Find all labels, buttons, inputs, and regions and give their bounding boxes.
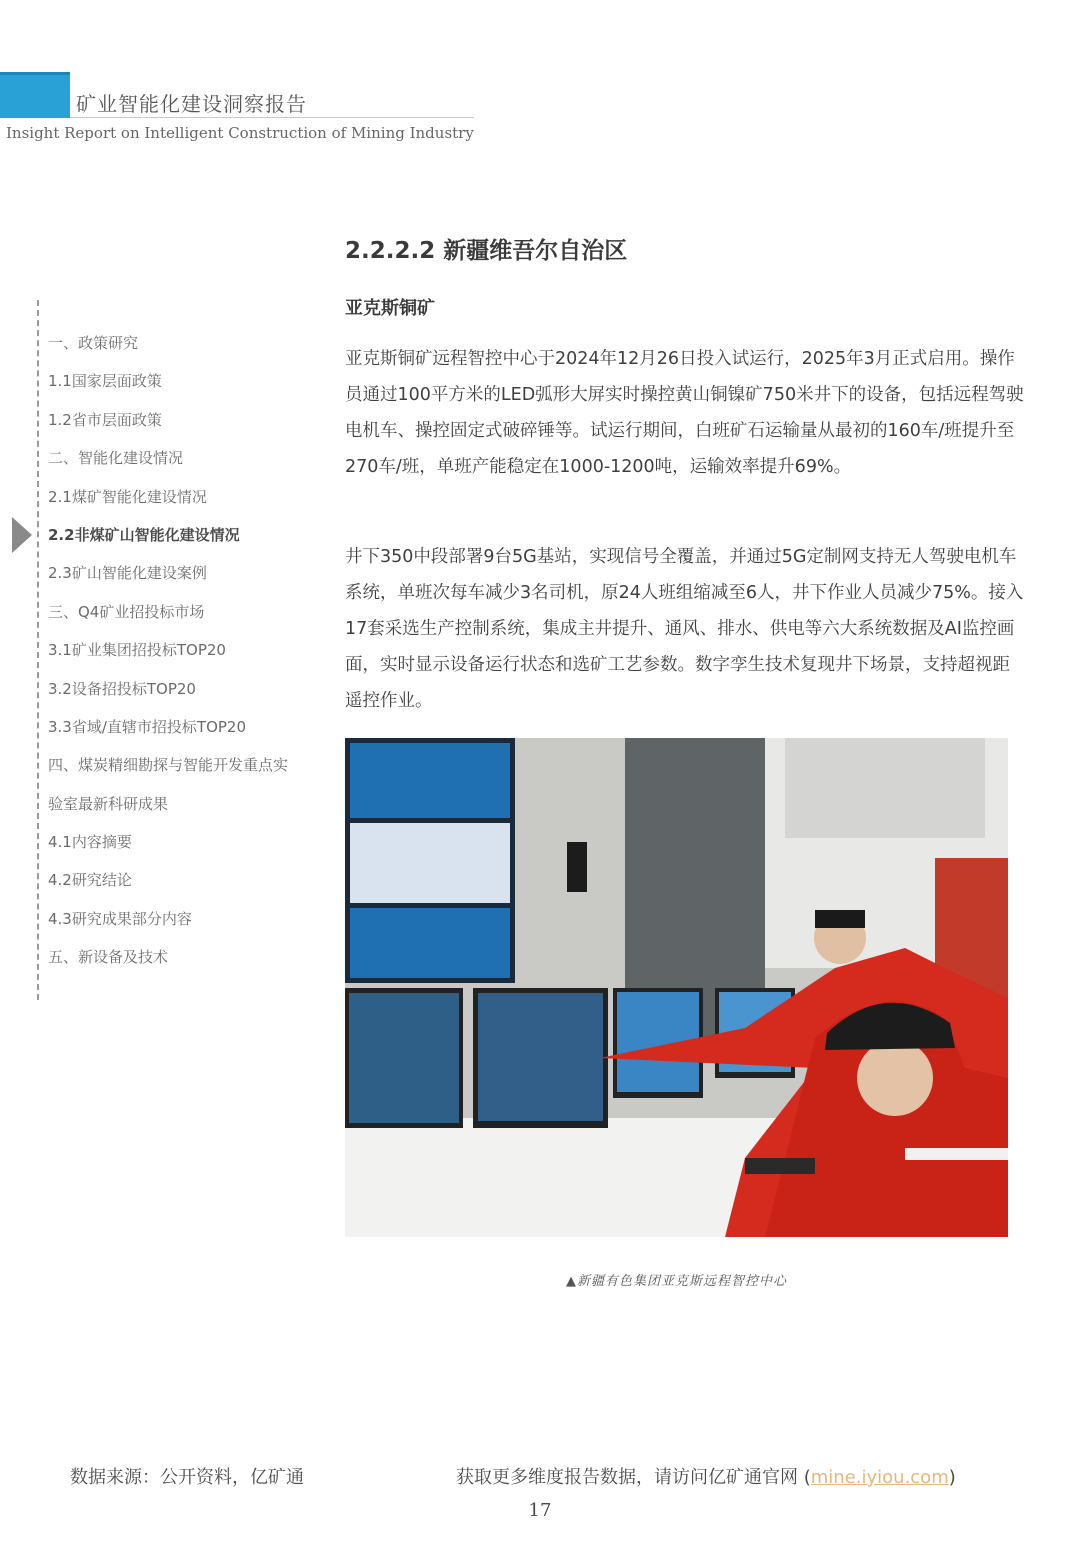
control-center-photo (345, 738, 1008, 1237)
report-title-en: Insight Report on Intelligent Construction of Mining Industry (6, 124, 474, 142)
footer-source: 数据来源：公开资料，亿矿通 (70, 1467, 304, 1488)
page-number: 17 (528, 1500, 552, 1521)
section-title: 2.2.2.2 新疆维吾尔自治区 (345, 238, 628, 264)
toc-item[interactable]: 四、煤炭精细勘探与智能开发重点实 (48, 756, 289, 775)
toc-item[interactable]: 1.2省市层面政策 (48, 410, 162, 429)
header-rule (0, 72, 70, 75)
toc-item[interactable]: 3.1矿业集团招投标TOP20 (48, 641, 226, 660)
footer-more-info (456, 1463, 956, 1489)
section-subtitle: 亚克斯铜矿 (345, 298, 435, 319)
toc-current-marker-icon (12, 517, 32, 553)
toc-item[interactable]: 五、新设备及技术 (48, 948, 169, 967)
toc-item[interactable]: 1.1国家层面政策 (48, 372, 162, 391)
footer-more-suffix: ) (948, 1467, 956, 1488)
toc-item[interactable]: 二、智能化建设情况 (48, 449, 184, 468)
toc-item-active[interactable]: 2.2非煤矿山智能化建设情况 (48, 525, 240, 544)
toc-item[interactable]: 验室最新科研成果 (48, 794, 169, 813)
photo-caption: ▲新疆有色集团亚克斯远程智控中心 (566, 1274, 787, 1289)
body-paragraph-2: 井下350中段部署9台5G基站，实现信号全覆盖，并通过5G定制网支持无人驾驶电机车系统，单班次每车减少3名司机，原24人班组缩减至6人，井下作业人员减少75%。接入17套采选生产控制系统，集成主井提升、通风、排水、供电等六大系统数据及AI监控画面，实时显示设备运行状态和选矿工艺参数。数字孪生技术复现井下场景，支持超视距遥控作业。 (345, 547, 1024, 711)
toc-item[interactable]: 4.1内容摘要 (48, 833, 132, 852)
toc-item[interactable]: 一、政策研究 (48, 334, 139, 352)
table-of-contents (48, 333, 318, 986)
website-link[interactable]: mine.iyiou.com (810, 1467, 949, 1488)
body-paragraph-1: 亚克斯铜矿远程智控中心于2024年12月26日投入试运行，2025年3月正式启用。操作员通过100平方米的LED弧形大屏实时操控黄山铜镍矿750米井下的设备，包括远程驾驶电机车、操控固定式破碎锤等。试运行期间，白班矿石运输量从最初的160车/班提升至270车/班，单班产能稳定在1000-1200吨，运输效率提升69%。 (345, 349, 1024, 477)
toc-divider (37, 300, 39, 1000)
toc-item[interactable]: 2.3矿山智能化建设案例 (48, 564, 207, 583)
toc-item[interactable]: 4.2研究结论 (48, 871, 132, 890)
header-color-block (0, 72, 70, 118)
report-title-cn: 矿业智能化建设洞察报告 (76, 92, 307, 116)
header-underline (70, 117, 474, 118)
toc-item[interactable]: 三、Q4矿业招投标市场 (48, 602, 205, 621)
footer-more-prefix: 获取更多维度报告数据，请访问亿矿通官网 ( (456, 1467, 811, 1488)
toc-item[interactable]: 3.3省域/直辖市招投标TOP20 (48, 717, 247, 736)
toc-item[interactable]: 2.1煤矿智能化建设情况 (48, 487, 207, 506)
toc-item[interactable]: 4.3研究成果部分内容 (48, 909, 192, 928)
toc-item[interactable]: 3.2设备招投标TOP20 (48, 679, 196, 698)
